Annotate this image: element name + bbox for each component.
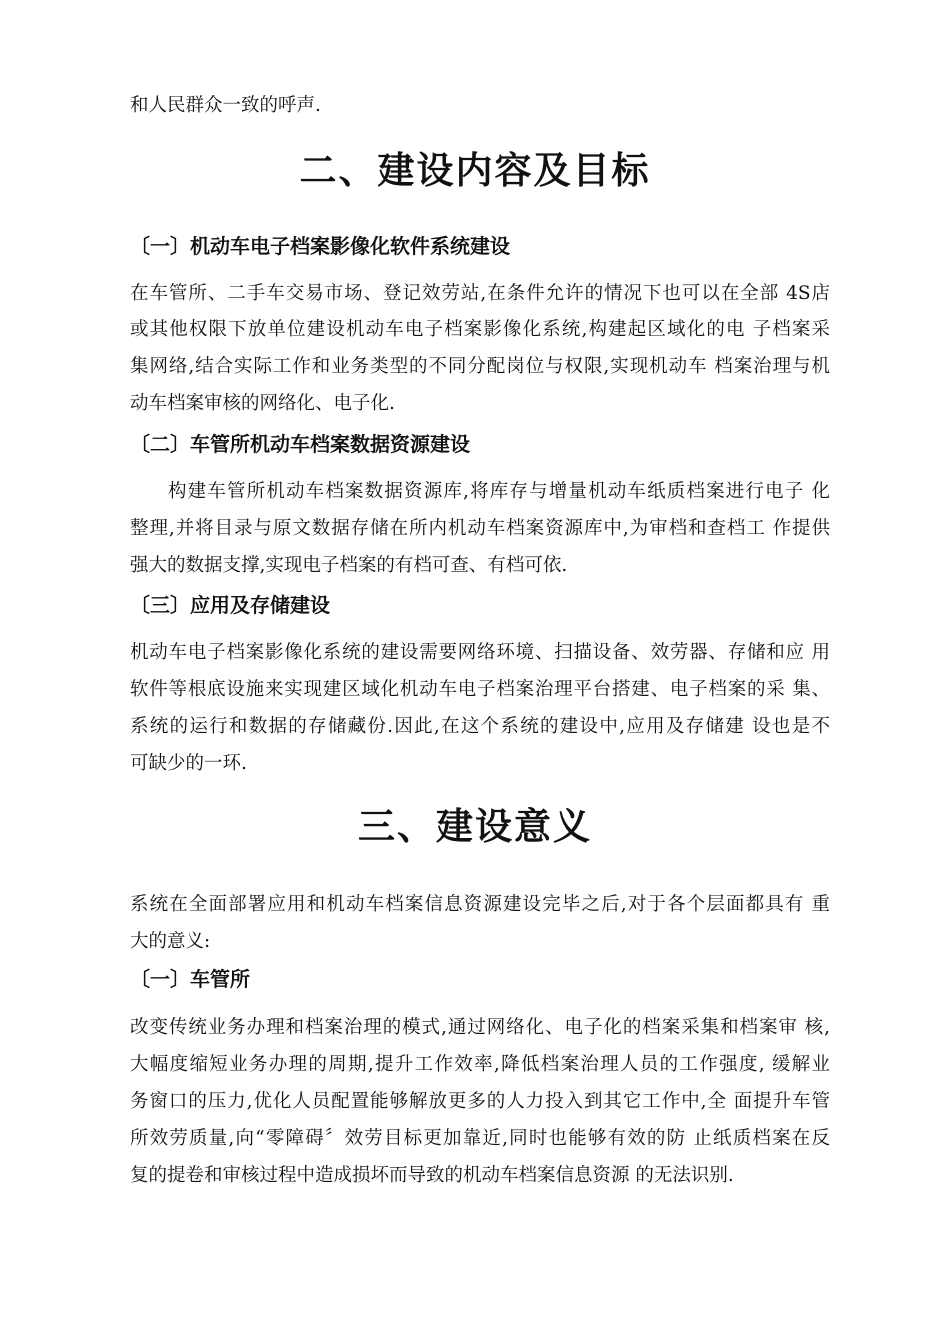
- paragraph-line: 整理,并将目录与原文数据存储在所内机动车档案资源库中,为审档和查档工 作提供: [130, 518, 830, 539]
- section-2-sub-2-heading: 〔二〕车管所机动车档案数据资源建设: [130, 432, 470, 456]
- paragraph-line: 机动车电子档案影像化系统的建设需要网络环境、扫描设备、效劳器、存储和应 用: [130, 642, 830, 663]
- section-2-sub-1-heading: 〔一〕机动车电子档案影像化软件系统建设: [130, 234, 510, 258]
- paragraph-line: 构建车管所机动车档案数据资源库,将库存与增量机动车纸质档案进行电子 化: [168, 481, 830, 502]
- paragraph-line: 在车管所、二手车交易市场、登记效劳站,在条件允许的情况下也可以在全部 4S店: [130, 283, 830, 304]
- paragraph-line: 强大的数据支撑,实现电子档案的有档可查、有档可依.: [130, 555, 568, 576]
- paragraph-line: 系统的运行和数据的存储藏份.因此,在这个系统的建设中,应用及存储建 设也是不: [130, 716, 830, 737]
- paragraph-line: 集网络,结合实际工作和业务类型的不同分配岗位与权限,实现机动车 档案治理与机: [130, 356, 830, 377]
- paragraph-line: 所效劳质量,向“零障碍〞效劳目标更加靠近,同时也能够有效的防 止纸质档案在反: [130, 1128, 830, 1149]
- paragraph-line: 系统在全面部署应用和机动车档案信息资源建设完毕之后,对于各个层面都具有 重: [130, 894, 830, 915]
- paragraph-line: 或其他权限下放单位建设机动车电子档案影像化系统,构建起区域化的电 子档案采: [130, 319, 830, 340]
- section-3-title: 三、建设意义: [358, 805, 592, 848]
- section-2-title: 二、建设内容及目标: [299, 149, 651, 192]
- paragraph-line: 大幅度缩短业务办理的周期,提升工作效率,降低档案治理人员的工作强度, 缓解业: [130, 1054, 830, 1075]
- paragraph-line: 大的意义:: [130, 931, 211, 952]
- paragraph-line: 务窗口的压力,优化人员配置能够解放更多的人力投入到其它工作中,全 面提升车管: [130, 1091, 830, 1112]
- section-2-sub-3-heading: 〔三〕应用及存储建设: [130, 593, 330, 617]
- paragraph-line: 改变传统业务办理和档案治理的模式,通过网络化、电子化的档案采集和档案审 核,: [130, 1017, 830, 1038]
- section-3-sub-1-heading: 〔一〕车管所: [130, 967, 250, 991]
- paragraph-line: 动车档案审核的网络化、电子化.: [130, 393, 395, 414]
- paragraph-line: 软件等根底设施来实现建区域化机动车电子档案治理平台搭建、电子档案的采 集、: [130, 679, 830, 700]
- intro-line: 和人民群众一致的呼声.: [130, 95, 321, 116]
- paragraph-line: 复的提卷和审核过程中造成损坏而导致的机动车档案信息资源 的无法识别.: [130, 1165, 734, 1186]
- paragraph-line: 可缺少的一环.: [130, 753, 247, 774]
